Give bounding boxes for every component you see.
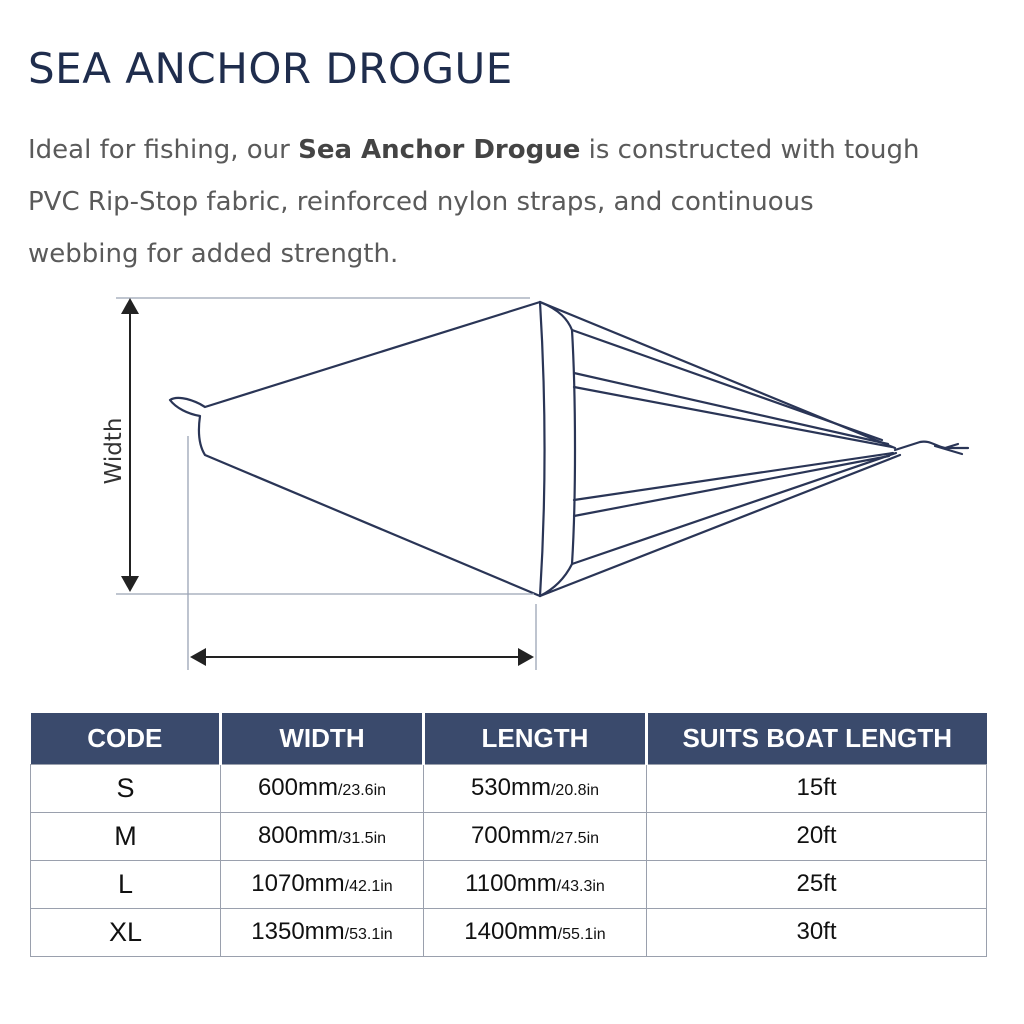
drogue-mouth-ring (540, 302, 545, 596)
table-row (31, 860, 987, 908)
desc-product-name: Sea Anchor Drogue (298, 135, 581, 165)
cell-length (424, 764, 647, 812)
width-mm: 800mm (257, 822, 338, 849)
cell-width (221, 908, 424, 956)
size-table (30, 713, 987, 957)
header-boat-length: SUITS BOAT LENGTH (647, 713, 987, 764)
drogue-strap-lower-outer (572, 453, 896, 564)
cell-boat-length: 30ft (647, 908, 987, 956)
drogue-strap-lower-mid2 (574, 456, 889, 516)
header-width: WIDTH (221, 713, 424, 764)
drogue-tow-rope (895, 442, 968, 454)
table-header-row (31, 713, 987, 764)
width-mm: 1070mm (251, 870, 345, 897)
length-mm: 530mm (470, 774, 551, 801)
header-code: CODE (31, 713, 221, 764)
cell-length (424, 860, 647, 908)
cell-boat-length: 20ft (647, 812, 987, 860)
length-mm: 1400mm (464, 918, 558, 945)
length-in: /43.3in (556, 878, 605, 895)
table-row (31, 764, 987, 812)
cell-code: L (31, 860, 221, 908)
drogue-strap-lower-bottom (540, 455, 900, 596)
length-in: /27.5in (550, 830, 600, 847)
drogue-strap-upper-mid1 (574, 373, 888, 444)
drogue-cone-outline (170, 302, 540, 596)
table-row (31, 908, 987, 956)
length-arrow (190, 648, 534, 666)
length-in: /20.8in (550, 782, 600, 799)
desc-text-1: Ideal for fishing, our (28, 135, 299, 165)
desc-text-2: is constructed with tough PVC Rip-Stop fabric, reinforced nylon straps, and continuous webbing for added strength. (28, 135, 920, 269)
table-row (31, 812, 987, 860)
cell-width (221, 860, 424, 908)
cell-boat-length: 15ft (647, 764, 987, 812)
width-mm: 1350mm (251, 918, 345, 945)
cell-code: S (31, 764, 221, 812)
drogue-strap-upper-top (540, 302, 895, 448)
page-title: SEA ANCHOR DROGUE (28, 44, 513, 93)
cell-length (424, 908, 647, 956)
width-in: /53.1in (344, 926, 393, 943)
cell-width (221, 812, 424, 860)
cell-boat-length: 25ft (647, 860, 987, 908)
drogue-strap-upper-mid2 (574, 387, 892, 447)
cell-code: M (31, 812, 221, 860)
width-label: Width (101, 417, 127, 485)
width-in: /23.6in (337, 782, 387, 799)
length-mm: 1100mm (465, 870, 557, 897)
width-in: /31.5in (337, 830, 387, 847)
width-mm: 600mm (257, 774, 338, 801)
header-length: LENGTH (424, 713, 647, 764)
cell-code: XL (31, 908, 221, 956)
length-in: /55.1in (557, 926, 606, 943)
cell-length (424, 812, 647, 860)
width-in: /42.1in (344, 878, 393, 895)
cell-width (221, 764, 424, 812)
length-mm: 700mm (470, 822, 551, 849)
